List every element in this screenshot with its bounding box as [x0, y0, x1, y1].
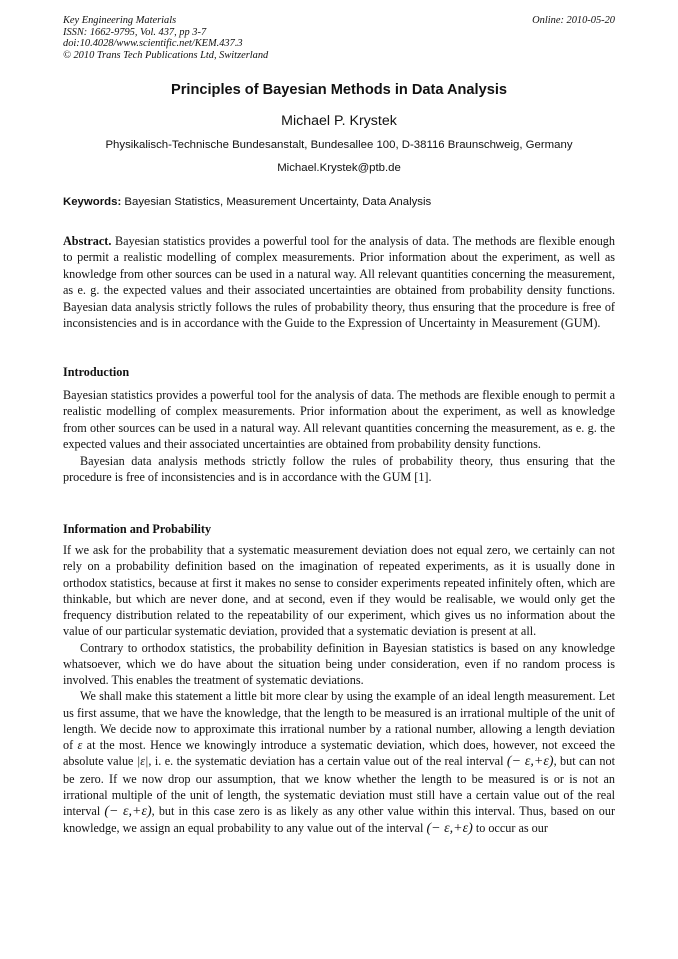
journal-name: Key Engineering Materials: [63, 15, 177, 26]
information-paragraph-2: Contrary to orthodox statistics, the probability definition in Bayesian statistics is based on any knowledge whatsoever, which we do have about the situation being under consideration, even if no random process is involved. This enables the treatment of systematic deviations.: [63, 640, 615, 687]
introduction-heading: Introduction: [63, 365, 130, 379]
journal-header: [63, 15, 615, 61]
keywords-text: Bayesian Statistics, Measurement Uncertainty, Data Analysis: [121, 196, 432, 208]
copyright-line: © 2010 Trans Tech Publications Ltd, Switzerland: [63, 49, 269, 61]
introduction-body: [63, 387, 615, 485]
abstract-text: Bayesian statistics provides a powerful tool for the analysis of data. The methods are flexible enough to permit a realistic modelling of complex measurements. Prior information about the experiment, as well as knowledge from other sources can be used in a natural way. All relevant quantities concerning the measurement, as e. g. the expected values and their associated uncertainties are obtained from probability density functions. Bayesian data analysis strictly follows the rules of probability theory, thus ensuring that the procedure is free of inconsistencies and is in accordance with the Guide to the Expression of Uncertainty in Measurement (GUM).: [63, 234, 615, 331]
p3-text-3: , i. e. the systematic deviation has a certain value out of the real interval: [148, 754, 507, 769]
interval-symbol-3: (− ε,+ε): [426, 821, 473, 837]
p3-text-5: , but in this case zero is as likely as any other value within this interval. Thus, based on our knowledge, we assign an equal probability to any value out of the interval: [63, 804, 616, 836]
author-name: Michael P. Krystek: [281, 113, 397, 129]
introduction-paragraph-2: Bayesian data analysis methods strictly follow the rules of probability theory, thus ensuring that the procedure is free of inconsistencies and is in accordance with the GUM [1].: [63, 453, 615, 485]
introduction-paragraph-1: Bayesian statistics provides a powerful tool for the analysis of data. The methods are flexible enough to permit a realistic modelling of complex measurements. Prior information about the experiment, as well as knowledge from other sources can be used in a natural way. All relevant quantities concerning the measurement, as e. g. the expected values and their associated uncertainties are obtained from probability density functions.: [63, 388, 615, 452]
abs-epsilon-symbol: |ε|: [136, 754, 149, 769]
interval-symbol-1: (− ε,+ε): [506, 754, 554, 770]
p3-text-4: , but can not be zero. If we now drop our assumption, that we know whether the length to be measured is or is not an irrational multiple of the unit of length, the systematic deviation must still have a certain value out of the real interval: [63, 754, 615, 818]
abstract-label: Abstract.: [63, 234, 112, 248]
information-paragraph-3: [63, 688, 615, 837]
p3-text-2: at the most. Hence we knowingly introduce a systematic deviation, which does, however, not exceed the absolute value: [63, 738, 615, 769]
epsilon-symbol: ε: [77, 738, 83, 752]
keywords-label: Keywords:: [63, 196, 122, 208]
paper-title: Principles of Bayesian Methods in Data Analysis: [170, 82, 508, 98]
issn-line: ISSN: 1662-9795, Vol. 437, pp 3-7: [63, 26, 207, 38]
p3-text-6: to occur as our: [472, 821, 548, 836]
doi-line: doi:10.4028/www.scientific.net/KEM.437.3: [63, 38, 243, 50]
information-paragraph-1: If we ask for the probability that a systematic measurement deviation does not equal zero, we certainly can not rely on a probability definition based on the imagination of repeated experiments, as it is usually done in orthodox statistics, because at first it makes no sense to consider experiments repeated infinitely often, which are thinkable, but which are never done, and at second, even if they would be realisable, we would only get the frequency distribution related to the repeatability of our experiment, which gives us no information about the value of our particular systematic deviation, provided that a systematic deviation is present at all.: [63, 543, 615, 639]
information-heading: Information and Probability: [63, 522, 212, 536]
author-affiliation: Physikalisch-Technische Bundesanstalt, Bundesallee 100, D-38116 Braunschweig, Germany: [105, 139, 573, 151]
p3-text-1: We shall make this statement a little bit more clear by using the example of an ideal length measurement. Let us first assume, that we have the knowledge, that the length to be measured is an irrational multiple of the unit of length. We decide now to approximate this irrational number by a rational number, allowing a length deviation of: [63, 689, 615, 752]
interval-symbol-2: (− ε,+ε): [104, 804, 152, 819]
author-email: Michael.Krystek@ptb.de: [277, 162, 401, 174]
information-body: [63, 542, 615, 838]
keywords: [63, 196, 615, 208]
online-date: Online: 2010-05-20: [532, 15, 615, 26]
abstract: [63, 233, 615, 331]
